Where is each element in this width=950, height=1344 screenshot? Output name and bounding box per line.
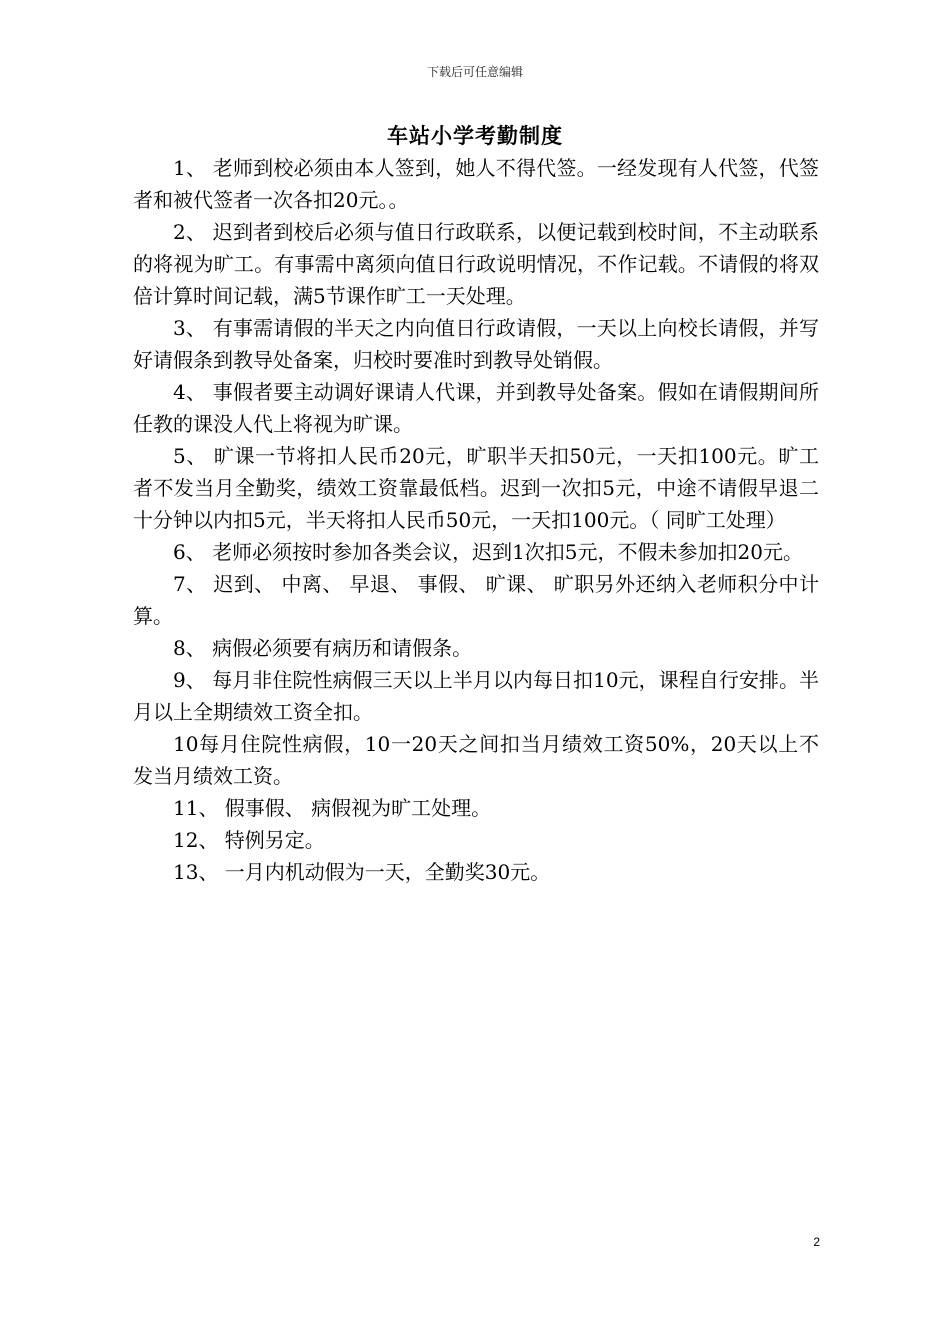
page-number: 2 [813, 1235, 820, 1249]
rule-item: 12、 特例另定。 [173, 828, 325, 852]
rule-item: 9、 每月非住院性病假三天以上半月以内每日扣10元，课程自行安排。半月以上全期绩效工资全扣。 [133, 668, 819, 724]
document-body [133, 152, 819, 888]
page-header: 下载后可任意编辑 [426, 65, 523, 79]
rule-item: 11、 假事假、 病假视为旷工处理。 [173, 796, 492, 820]
document-title: 车站小学考勤制度 [387, 124, 563, 148]
rule-item: 10每月住院性病假，10一20天之间扣当月绩效工资50%，20天以上不发当月绩效工资。 [133, 732, 819, 788]
rule-item: 6、 老师必须按时参加各类会议，迟到1次扣5元，不假未参加扣20元。 [173, 540, 803, 564]
rule-item: 4、 事假者要主动调好课请人代课，并到教导处备案。假如在请假期间所任教的课没人代上将视为旷课。 [133, 380, 819, 436]
rule-item: 7、 迟到、 中离、 早退、 事假、 旷课、 旷职另外还纳入老师积分中计算。 [133, 572, 819, 628]
rule-item: 2、 迟到者到校后必须与值日行政联系，以便记载到校时间，不主动联系的将视为旷工。有事需中离须向值日行政说明情况，不作记载。不请假的将双倍计算时间记载，满5节课作旷工一天处理。 [133, 220, 819, 308]
rule-item: 1、 老师到校必须由本人签到，她人不得代签。一经发现有人代签，代签者和被代签者一次各扣20元。。 [133, 156, 819, 212]
rule-item: 13、 一月内机动假为一天，全勤奖30元。 [173, 860, 551, 884]
rule-item: 8、 病假必须要有病历和请假条。 [173, 636, 473, 660]
rule-item: 5、 旷课一节将扣人民币20元，旷职半天扣50元，一天扣100元。旷工者不发当月全勤奖，绩效工资靠最低档。迟到一次扣5元，中途不请假早退二十分钟以内扣5元，半天将扣人民币50元，一天扣100元。（ 同旷工处理） [133, 444, 819, 532]
rule-item: 3、 有事需请假的半天之内向值日行政请假，一天以上向校长请假，并写好请假条到教导处备案，归校时要准时到教导处销假。 [133, 316, 819, 372]
